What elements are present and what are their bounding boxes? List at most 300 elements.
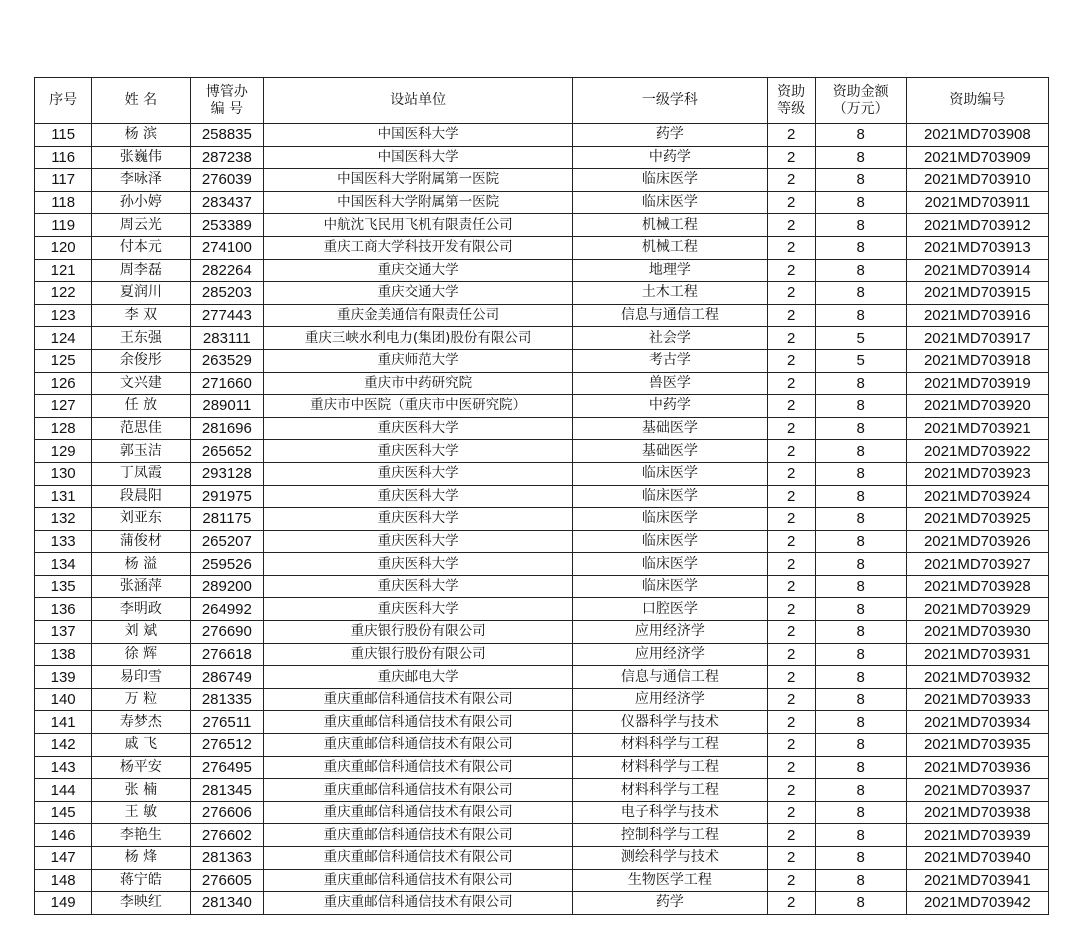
cell-index: 136 [35,598,92,621]
cell-unit: 重庆重邮信科通信技术有限公司 [264,869,573,892]
cell-bgb-number: 264992 [190,598,264,621]
cell-code: 2021MD703929 [906,598,1048,621]
cell-name: 蒋宁皓 [92,869,190,892]
cell-unit: 重庆重邮信科通信技术有限公司 [264,824,573,847]
cell-bgb-number: 263529 [190,349,264,372]
cell-code: 2021MD703913 [906,236,1048,259]
cell-discipline: 生物医学工程 [573,869,767,892]
cell-index: 146 [35,824,92,847]
cell-name: 李艳生 [92,824,190,847]
cell-code: 2021MD703919 [906,372,1048,395]
cell-discipline: 信息与通信工程 [573,304,767,327]
cell-code: 2021MD703939 [906,824,1048,847]
cell-name: 杨 烽 [92,847,190,870]
cell-index: 131 [35,485,92,508]
cell-name: 杨 滨 [92,124,190,147]
cell-discipline: 临床医学 [573,169,767,192]
cell-discipline: 基础医学 [573,417,767,440]
cell-unit: 重庆银行股份有限公司 [264,643,573,666]
table-row [35,327,1049,350]
table-header-row [35,78,1049,124]
cell-code: 2021MD703921 [906,417,1048,440]
cell-amount: 8 [815,711,906,734]
cell-discipline: 土木工程 [573,282,767,305]
cell-discipline: 药学 [573,892,767,915]
cell-discipline: 材料科学与工程 [573,734,767,757]
cell-bgb-number: 293128 [190,462,264,485]
table-row [35,824,1049,847]
cell-index: 120 [35,236,92,259]
cell-code: 2021MD703942 [906,892,1048,915]
cell-amount: 8 [815,169,906,192]
header-level-line2: 等级 [777,100,806,117]
cell-index: 119 [35,214,92,237]
cell-name: 周李磊 [92,259,190,282]
cell-amount: 8 [815,575,906,598]
cell-level: 2 [767,711,815,734]
cell-unit: 重庆重邮信科通信技术有限公司 [264,756,573,779]
cell-unit: 中航沈飞民用飞机有限责任公司 [264,214,573,237]
cell-name: 王 敏 [92,801,190,824]
cell-name: 文兴建 [92,372,190,395]
cell-discipline: 口腔医学 [573,598,767,621]
table-row [35,756,1049,779]
table-row [35,440,1049,463]
cell-name: 夏润川 [92,282,190,305]
cell-index: 139 [35,666,92,689]
cell-discipline: 中药学 [573,146,767,169]
cell-amount: 5 [815,349,906,372]
cell-amount: 8 [815,847,906,870]
table-row [35,575,1049,598]
cell-code: 2021MD703930 [906,621,1048,644]
cell-level: 2 [767,643,815,666]
cell-bgb-number: 289200 [190,575,264,598]
cell-index: 117 [35,169,92,192]
table-row [35,146,1049,169]
table-row [35,734,1049,757]
cell-level: 2 [767,236,815,259]
cell-amount: 8 [815,779,906,802]
table-row [35,282,1049,305]
cell-name: 戚 飞 [92,734,190,757]
cell-name: 刘 斌 [92,621,190,644]
cell-discipline: 临床医学 [573,530,767,553]
cell-level: 2 [767,530,815,553]
table-row [35,214,1049,237]
table-row [35,395,1049,418]
cell-unit: 中国医科大学附属第一医院 [264,169,573,192]
cell-unit: 中国医科大学 [264,124,573,147]
table-row [35,711,1049,734]
cell-level: 2 [767,395,815,418]
cell-code: 2021MD703915 [906,282,1048,305]
cell-amount: 8 [815,508,906,531]
cell-level: 2 [767,779,815,802]
cell-unit: 重庆重邮信科通信技术有限公司 [264,688,573,711]
cell-code: 2021MD703914 [906,259,1048,282]
cell-discipline: 考古学 [573,349,767,372]
cell-level: 2 [767,824,815,847]
cell-amount: 8 [815,124,906,147]
table-row [35,304,1049,327]
cell-code: 2021MD703926 [906,530,1048,553]
cell-code: 2021MD703927 [906,553,1048,576]
cell-code: 2021MD703917 [906,327,1048,350]
table-row [35,892,1049,915]
cell-name: 李 双 [92,304,190,327]
cell-name: 张巍伟 [92,146,190,169]
cell-index: 144 [35,779,92,802]
cell-code: 2021MD703938 [906,801,1048,824]
cell-discipline: 兽医学 [573,372,767,395]
cell-code: 2021MD703934 [906,711,1048,734]
table-row [35,462,1049,485]
cell-amount: 8 [815,688,906,711]
cell-unit: 重庆工商大学科技开发有限公司 [264,236,573,259]
funding-list-sheet [34,77,1049,915]
cell-bgb-number: 291975 [190,485,264,508]
header-bgb-line2: 编 号 [210,100,244,117]
cell-amount: 8 [815,892,906,915]
cell-amount: 8 [815,553,906,576]
cell-bgb-number: 265652 [190,440,264,463]
cell-level: 2 [767,485,815,508]
cell-amount: 8 [815,372,906,395]
cell-unit: 重庆市中医院（重庆市中医研究院） [264,395,573,418]
cell-discipline: 控制科学与工程 [573,824,767,847]
header-level-line1: 资助 [777,83,806,100]
cell-level: 2 [767,847,815,870]
cell-unit: 重庆重邮信科通信技术有限公司 [264,847,573,870]
cell-code: 2021MD703935 [906,734,1048,757]
table-row [35,688,1049,711]
cell-level: 2 [767,191,815,214]
cell-level: 2 [767,666,815,689]
cell-level: 2 [767,417,815,440]
cell-index: 143 [35,756,92,779]
cell-code: 2021MD703937 [906,779,1048,802]
cell-index: 123 [35,304,92,327]
cell-amount: 8 [815,440,906,463]
cell-unit: 重庆医科大学 [264,575,573,598]
cell-code: 2021MD703932 [906,666,1048,689]
cell-unit: 重庆邮电大学 [264,666,573,689]
cell-amount: 8 [815,395,906,418]
cell-bgb-number: 281340 [190,892,264,915]
cell-code: 2021MD703918 [906,349,1048,372]
header-index: 序号 [35,78,92,124]
cell-amount: 8 [815,259,906,282]
cell-name: 付本元 [92,236,190,259]
cell-bgb-number: 253389 [190,214,264,237]
cell-amount: 8 [815,530,906,553]
cell-index: 130 [35,462,92,485]
cell-unit: 重庆重邮信科通信技术有限公司 [264,801,573,824]
header-discipline: 一级学科 [573,78,767,124]
cell-level: 2 [767,169,815,192]
cell-name: 王东强 [92,327,190,350]
table-row [35,191,1049,214]
cell-name: 余俊彤 [92,349,190,372]
cell-code: 2021MD703924 [906,485,1048,508]
cell-level: 2 [767,598,815,621]
cell-level: 2 [767,508,815,531]
cell-amount: 8 [815,643,906,666]
cell-name: 易印雪 [92,666,190,689]
header-name: 姓 名 [92,78,190,124]
cell-unit: 重庆医科大学 [264,530,573,553]
cell-bgb-number: 281345 [190,779,264,802]
cell-code: 2021MD703911 [906,191,1048,214]
cell-name: 孙小婷 [92,191,190,214]
header-amount-line1: 资助金额 [832,83,889,100]
cell-index: 118 [35,191,92,214]
cell-index: 142 [35,734,92,757]
cell-unit: 重庆重邮信科通信技术有限公司 [264,734,573,757]
cell-name: 张 楠 [92,779,190,802]
cell-index: 126 [35,372,92,395]
cell-bgb-number: 271660 [190,372,264,395]
cell-bgb-number: 281363 [190,847,264,870]
cell-bgb-number: 276511 [190,711,264,734]
cell-level: 2 [767,304,815,327]
cell-amount: 8 [815,666,906,689]
cell-name: 范思佳 [92,417,190,440]
cell-index: 115 [35,124,92,147]
cell-index: 137 [35,621,92,644]
cell-bgb-number: 283437 [190,191,264,214]
cell-code: 2021MD703910 [906,169,1048,192]
cell-level: 2 [767,688,815,711]
table-row [35,372,1049,395]
cell-bgb-number: 276606 [190,801,264,824]
table-row [35,801,1049,824]
cell-unit: 重庆金美通信有限责任公司 [264,304,573,327]
header-bgb-line1: 博管办 [205,83,248,100]
cell-discipline: 社会学 [573,327,767,350]
header-code: 资助编号 [906,78,1048,124]
cell-unit: 重庆医科大学 [264,485,573,508]
cell-level: 2 [767,282,815,305]
cell-code: 2021MD703909 [906,146,1048,169]
cell-unit: 重庆医科大学 [264,440,573,463]
cell-bgb-number: 259526 [190,553,264,576]
cell-discipline: 临床医学 [573,575,767,598]
cell-level: 2 [767,462,815,485]
cell-amount: 8 [815,146,906,169]
cell-index: 133 [35,530,92,553]
cell-discipline: 机械工程 [573,214,767,237]
cell-discipline: 临床医学 [573,553,767,576]
cell-discipline: 仪器科学与技术 [573,711,767,734]
cell-bgb-number: 276605 [190,869,264,892]
cell-amount: 5 [815,327,906,350]
cell-code: 2021MD703923 [906,462,1048,485]
cell-level: 2 [767,327,815,350]
cell-code: 2021MD703936 [906,756,1048,779]
cell-unit: 重庆银行股份有限公司 [264,621,573,644]
cell-amount: 8 [815,282,906,305]
cell-amount: 8 [815,236,906,259]
cell-level: 2 [767,349,815,372]
table-row [35,485,1049,508]
table-body [35,124,1049,915]
cell-amount: 8 [815,734,906,757]
cell-bgb-number: 281335 [190,688,264,711]
cell-amount: 8 [815,621,906,644]
cell-code: 2021MD703912 [906,214,1048,237]
cell-discipline: 测绘科学与技术 [573,847,767,870]
cell-unit: 重庆医科大学 [264,462,573,485]
cell-level: 2 [767,756,815,779]
cell-unit: 重庆重邮信科通信技术有限公司 [264,711,573,734]
cell-index: 148 [35,869,92,892]
table-row [35,621,1049,644]
cell-amount: 8 [815,756,906,779]
cell-unit: 重庆重邮信科通信技术有限公司 [264,779,573,802]
cell-name: 徐 辉 [92,643,190,666]
cell-index: 149 [35,892,92,915]
cell-code: 2021MD703941 [906,869,1048,892]
cell-discipline: 药学 [573,124,767,147]
cell-amount: 8 [815,801,906,824]
cell-code: 2021MD703922 [906,440,1048,463]
cell-code: 2021MD703928 [906,575,1048,598]
header-level [767,78,815,124]
cell-level: 2 [767,734,815,757]
cell-index: 141 [35,711,92,734]
cell-discipline: 信息与通信工程 [573,666,767,689]
cell-name: 寿梦杰 [92,711,190,734]
cell-bgb-number: 276039 [190,169,264,192]
cell-bgb-number: 276602 [190,824,264,847]
cell-amount: 8 [815,214,906,237]
cell-code: 2021MD703908 [906,124,1048,147]
cell-bgb-number: 265207 [190,530,264,553]
cell-bgb-number: 289011 [190,395,264,418]
cell-unit: 重庆医科大学 [264,553,573,576]
cell-unit: 重庆交通大学 [264,282,573,305]
cell-index: 129 [35,440,92,463]
cell-bgb-number: 277443 [190,304,264,327]
table-row [35,417,1049,440]
cell-amount: 8 [815,417,906,440]
cell-level: 2 [767,146,815,169]
table-row [35,124,1049,147]
cell-level: 2 [767,553,815,576]
cell-index: 145 [35,801,92,824]
cell-discipline: 应用经济学 [573,621,767,644]
cell-code: 2021MD703931 [906,643,1048,666]
cell-code: 2021MD703920 [906,395,1048,418]
cell-discipline: 材料科学与工程 [573,756,767,779]
cell-name: 丁凤霞 [92,462,190,485]
cell-level: 2 [767,214,815,237]
cell-name: 杨平安 [92,756,190,779]
table-row [35,598,1049,621]
cell-name: 周云光 [92,214,190,237]
cell-index: 132 [35,508,92,531]
cell-unit: 重庆医科大学 [264,417,573,440]
cell-bgb-number: 287238 [190,146,264,169]
cell-discipline: 应用经济学 [573,688,767,711]
cell-level: 2 [767,801,815,824]
cell-code: 2021MD703916 [906,304,1048,327]
cell-level: 2 [767,575,815,598]
cell-bgb-number: 286749 [190,666,264,689]
cell-index: 122 [35,282,92,305]
cell-level: 2 [767,372,815,395]
cell-unit: 重庆重邮信科通信技术有限公司 [264,892,573,915]
cell-amount: 8 [815,485,906,508]
cell-amount: 8 [815,462,906,485]
cell-unit: 重庆市中药研究院 [264,372,573,395]
table-row [35,508,1049,531]
cell-bgb-number: 276690 [190,621,264,644]
cell-discipline: 基础医学 [573,440,767,463]
cell-index: 140 [35,688,92,711]
cell-bgb-number: 281175 [190,508,264,531]
cell-bgb-number: 276495 [190,756,264,779]
table-row [35,666,1049,689]
cell-code: 2021MD703925 [906,508,1048,531]
cell-unit: 重庆师范大学 [264,349,573,372]
cell-unit: 中国医科大学附属第一医院 [264,191,573,214]
cell-level: 2 [767,869,815,892]
cell-level: 2 [767,259,815,282]
cell-code: 2021MD703933 [906,688,1048,711]
cell-bgb-number: 276618 [190,643,264,666]
cell-unit: 重庆交通大学 [264,259,573,282]
cell-name: 郭玉洁 [92,440,190,463]
table-row [35,169,1049,192]
cell-discipline: 电子科学与技术 [573,801,767,824]
header-bgb-number [190,78,264,124]
cell-level: 2 [767,892,815,915]
cell-unit: 重庆医科大学 [264,598,573,621]
header-unit: 设站单位 [264,78,573,124]
cell-bgb-number: 282264 [190,259,264,282]
cell-name: 李映红 [92,892,190,915]
cell-bgb-number: 281696 [190,417,264,440]
cell-bgb-number: 274100 [190,236,264,259]
cell-index: 121 [35,259,92,282]
cell-code: 2021MD703940 [906,847,1048,870]
table-row [35,236,1049,259]
cell-discipline: 材料科学与工程 [573,779,767,802]
cell-amount: 8 [815,191,906,214]
cell-unit: 中国医科大学 [264,146,573,169]
cell-amount: 8 [815,304,906,327]
cell-discipline: 临床医学 [573,191,767,214]
cell-name: 段晨阳 [92,485,190,508]
cell-name: 李明政 [92,598,190,621]
cell-amount: 8 [815,598,906,621]
cell-bgb-number: 258835 [190,124,264,147]
cell-name: 万 粒 [92,688,190,711]
cell-bgb-number: 283111 [190,327,264,350]
header-amount-line2: （万元） [832,100,889,117]
cell-bgb-number: 276512 [190,734,264,757]
cell-index: 125 [35,349,92,372]
cell-name: 张涵萍 [92,575,190,598]
funding-table [34,77,1049,915]
cell-discipline: 应用经济学 [573,643,767,666]
cell-discipline: 机械工程 [573,236,767,259]
cell-name: 杨 溢 [92,553,190,576]
cell-index: 147 [35,847,92,870]
